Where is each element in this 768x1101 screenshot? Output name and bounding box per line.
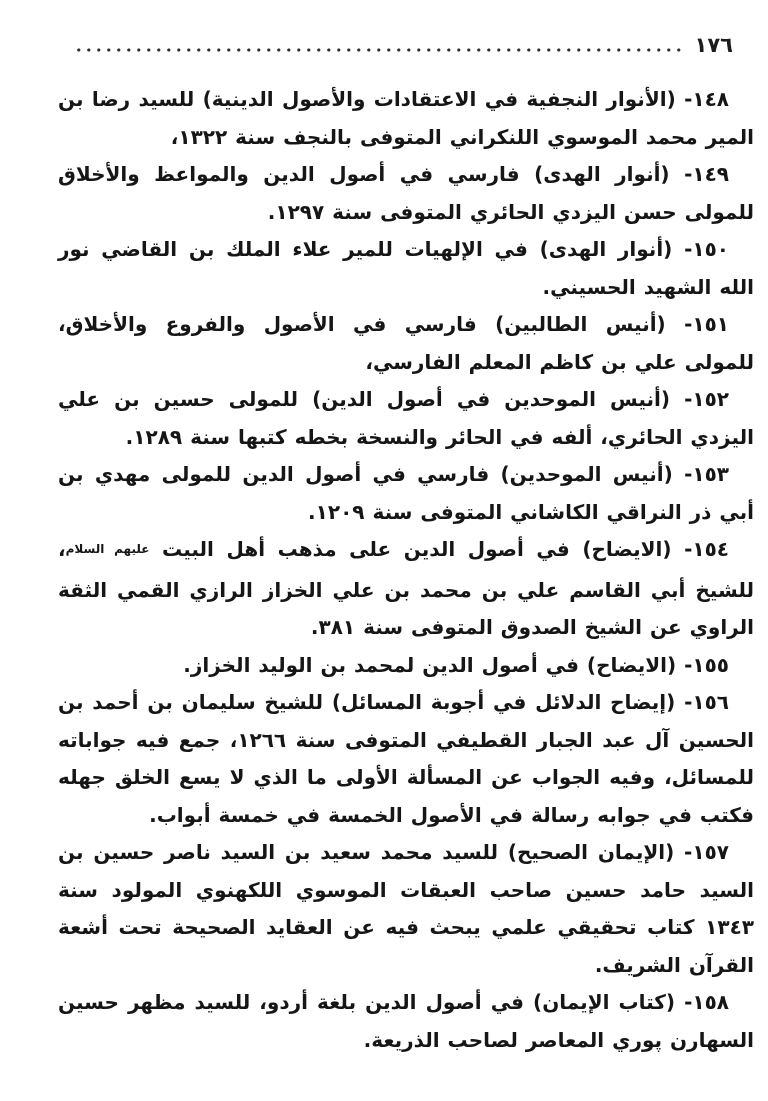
dotted-leader: [75, 47, 683, 53]
entry-number: ١٤٨-: [684, 87, 729, 111]
entry-row: [58, 647, 754, 685]
running-head: [75, 33, 733, 57]
entry-row: [58, 984, 754, 1059]
entry-text: (إيضاح الدلائل في أجوبة المسائل) للشيخ سليمان بن أحمد بن الحسين آل عبد الجبار القطيفي المتوفى سنة ١٢٦٦، جمع فيه جواباته للمسائل، وفيه الجواب عن المسألة الأولى ما الذي لا يسع الخلق جهله فكتب في جوابه رسالة في الأصول الخمسة في خمسة أبواب.: [58, 690, 754, 827]
entry-text: (كتاب الإيمان) في أصول الدين بلغة أردو، للسيد مظهر حسين السهارن پوري المعاصر لصاحب الذريعة.: [58, 990, 754, 1052]
entry-row: [58, 531, 754, 647]
entry-row: [58, 156, 754, 231]
entry-number: ١٥٠-: [684, 237, 729, 261]
entry-row: [58, 381, 754, 456]
entry-number: ١٥٥-: [684, 652, 729, 677]
entry-row: [58, 306, 754, 381]
entry-row: [58, 456, 754, 531]
entry-text: (أنوار الهدى) فارسي في أصول الدين والمواعظ والأخلاق للمولى حسن اليزدي الحائري المتوفى سنة ١٢٩٧.: [58, 162, 754, 224]
entry-text: (الأنوار النجفية في الاعتقادات والأصول الدينية) للسيد رضا بن المير محمد الموسوي اللنكراني المتوفى بالنجف سنة ١٣٢٢،: [58, 87, 754, 149]
entry-number: ١٤٩-: [684, 162, 729, 186]
entry-row: [58, 834, 754, 984]
entry-row: [58, 684, 754, 834]
entry-text-after: ، للشيخ أبي القاسم علي بن محمد بن علي الخزاز الرازي القمي الثقة الراوي عن الشيخ الصدوق المتوفى سنة ٣٨١.: [58, 537, 754, 639]
entry-text: (الايضاح) في أصول الدين على مذهب أهل البيت: [149, 537, 672, 561]
entry-text: (أنوار الهدى) في الإلهيات للمير علاء الملك بن القاضي نور الله الشهيد الحسيني.: [58, 237, 754, 299]
honorific-mark: عليهم السلام: [65, 542, 150, 556]
entry-number: ١٥٦-: [684, 690, 729, 714]
page-number: ١٧٦: [694, 33, 733, 57]
entry-text: (أنيس الموحدين) فارسي في أصول الدين للمولى مهدي بن أبي ذر النراقي الكاشاني المتوفى سنة ١٢٠٩.: [58, 462, 754, 524]
entry-text: (أنيس الموحدين في أصول الدين) للمولى حسين بن علي اليزدي الحائري، ألفه في الحائر والنسخة بخطه كتبها سنة ١٢٨٩.: [58, 387, 754, 449]
entry-number: ١٥٣-: [684, 462, 730, 486]
entry-number: ١٥٤-: [684, 537, 729, 561]
entry-row: [58, 81, 754, 156]
entry-text: (الايضاح) في أصول الدين لمحمد بن الوليد الخزاز.: [183, 652, 677, 677]
entry-number: ١٥٨-: [684, 990, 730, 1014]
entry-number: ١٥٢-: [684, 387, 729, 411]
entry-text: (الإيمان الصحيح) للسيد محمد سعيد بن السيد ناصر حسين بن السيد حامد حسين صاحب العبقات الموسوي اللكهنوي المولود سنة ١٣٤٣ كتاب تحقيقي علمي يبحث فيه عن العقايد الصحيحة تحت أشعة القرآن الشريف.: [58, 840, 754, 977]
entry-number: ١٥١-: [684, 312, 729, 336]
entry-number: ١٥٧-: [684, 840, 729, 864]
entry-row: [58, 231, 754, 306]
entries-list: [0, 81, 768, 1059]
entry-text: (أنيس الطالبين) فارسي في الأصول والفروع والأخلاق، للمولى علي بن كاظم المعلم الفارسي،: [58, 312, 754, 374]
